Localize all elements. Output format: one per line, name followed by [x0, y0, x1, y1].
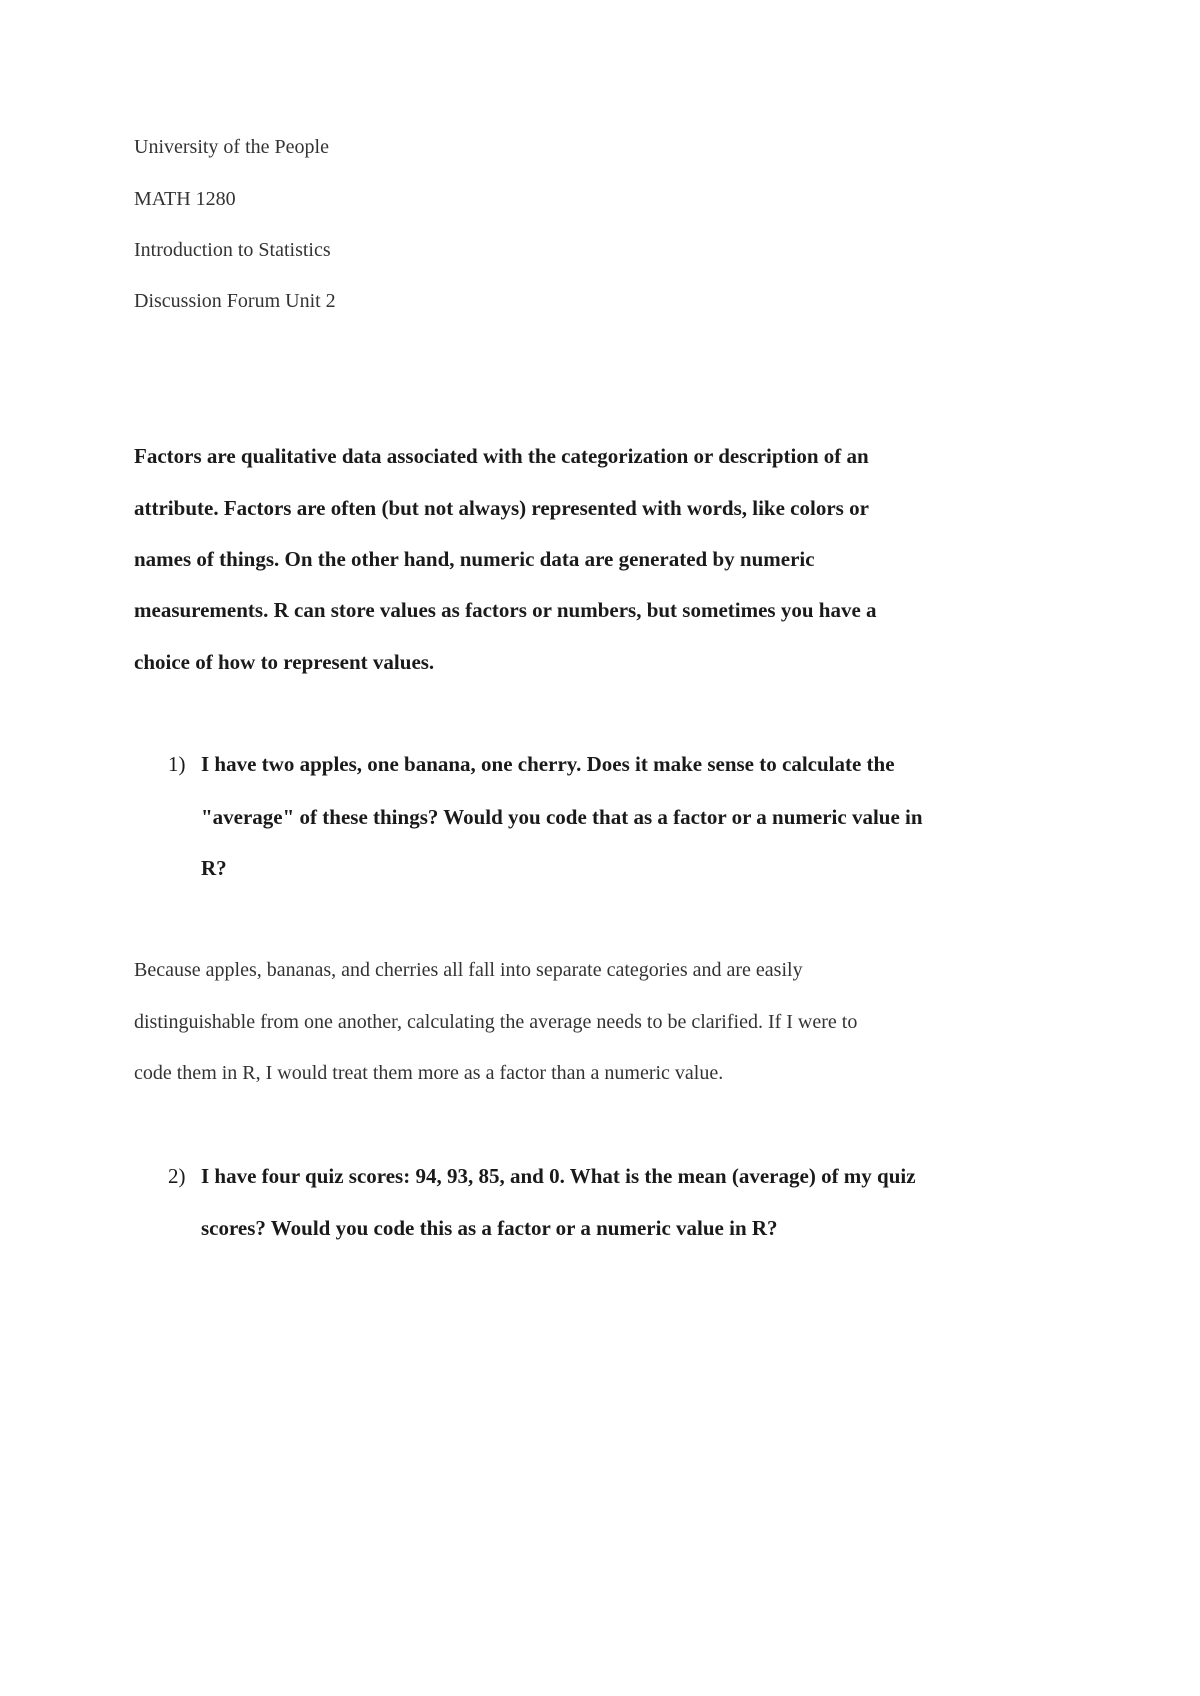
intro-line: choice of how to represent values.	[134, 650, 435, 674]
institution: University of the People	[134, 136, 329, 158]
question-line: "average" of these things? Would you code that as a factor or a numeric value in	[201, 805, 923, 829]
question-line: I have two apples, one banana, one cherry. Does it make sense to calculate the	[201, 752, 895, 776]
answer-line: distinguishable from one another, calculating the average needs to be clarified. If I were to	[134, 1011, 858, 1033]
assignment-title: Discussion Forum Unit 2	[134, 290, 336, 312]
course-code: MATH 1280	[134, 188, 236, 210]
question-line: R?	[201, 856, 227, 880]
course-title: Introduction to Statistics	[134, 239, 331, 261]
intro-line: names of things. On the other hand, numeric data are generated by numeric	[134, 547, 815, 571]
answer-line: Because apples, bananas, and cherries all fall into separate categories and are easily	[134, 959, 803, 981]
question-number: 2)	[168, 1164, 186, 1188]
intro-line: measurements. R can store values as factors or numbers, but sometimes you have a	[134, 598, 877, 622]
question-line: I have four quiz scores: 94, 93, 85, and 0. What is the mean (average) of my quiz	[201, 1164, 916, 1188]
intro-line: Factors are qualitative data associated with the categorization or description of an	[134, 444, 869, 468]
intro-line: attribute. Factors are often (but not always) represented with words, like colors or	[134, 496, 869, 520]
question-number: 1)	[168, 752, 186, 776]
answer-line: code them in R, I would treat them more as a factor than a numeric value.	[134, 1062, 724, 1084]
question-line: scores? Would you code this as a factor or a numeric value in R?	[201, 1216, 778, 1240]
